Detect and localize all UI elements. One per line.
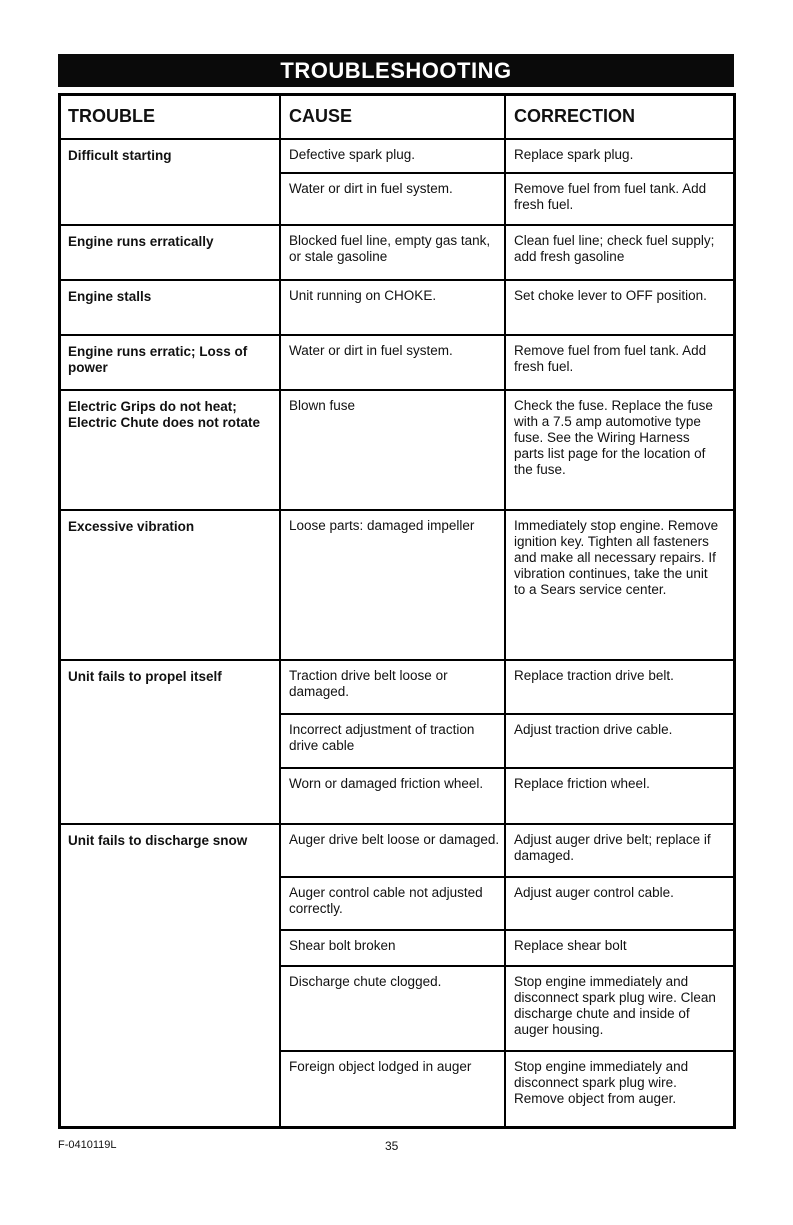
cause-text: Loose parts: damaged impeller [289,518,475,533]
trouble-label: Engine runs erratically [68,234,214,249]
correction-text: Replace traction drive belt. [514,668,674,683]
cause-correction-pair [281,391,733,509]
cause-correction-pair [281,281,733,334]
table-header-row [61,96,733,140]
trouble-row-excessive-vibration [61,511,733,661]
header-trouble: TROUBLE [68,106,155,126]
cause-text: Defective spark plug. [289,147,416,162]
correction-text: Clean fuel line; check fuel supply; add fresh gasoline [514,233,715,264]
header-cause: CAUSE [289,106,353,126]
cause-text: Unit running on CHOKE. [289,288,437,303]
correction-text: Replace shear bolt [514,938,627,953]
troubleshooting-table [58,93,736,1129]
document-code: F-0410119L [58,1139,117,1151]
trouble-label: Unit fails to propel itself [68,669,222,684]
cause-correction-pair [281,140,733,174]
trouble-row-electric-grips [61,391,733,511]
trouble-label: Excessive vibration [68,519,195,534]
cause-correction-pair [281,878,733,931]
cause-correction-pair [281,931,733,967]
header-correction: CORRECTION [514,106,635,126]
cause-text: Blocked fuel line, empty gas tank, or stale gasoline [289,233,491,264]
cause-text: Auger drive belt loose or damaged. [289,832,500,847]
correction-text: Adjust traction drive cable. [514,722,673,737]
column-divider-correction [504,96,506,1126]
cause-correction-pair [281,769,733,823]
cause-text: Worn or damaged friction wheel. [289,776,484,791]
correction-text: Stop engine immediately and disconnect spark plug wire. Clean discharge chute and inside of auger housing. [514,974,716,1037]
correction-text: Adjust auger control cable. [514,885,674,900]
trouble-label: Engine stalls [68,289,152,304]
cause-text: Incorrect adjustment of traction drive cable [289,722,475,753]
cause-text: Water or dirt in fuel system. [289,343,453,358]
trouble-row-fails-to-discharge [61,825,733,1126]
trouble-row-loss-of-power [61,336,733,391]
cause-text: Discharge chute clogged. [289,974,442,989]
correction-text: Replace spark plug. [514,147,634,162]
column-divider-cause [279,96,281,1126]
correction-text: Check the fuse. Replace the fuse with a 7.5 amp automotive type fuse. See the Wiring Harness parts list page for the location of the fuse. [514,398,713,477]
cause-correction-pair [281,336,733,389]
trouble-label: Engine runs erratic; Loss of power [68,344,248,375]
cause-text: Traction drive belt loose or damaged. [289,668,448,699]
trouble-label: Electric Grips do not heat; Electric Chute does not rotate [68,399,261,430]
cause-correction-pair [281,511,733,659]
cause-correction-pair [281,661,733,715]
correction-text: Remove fuel from fuel tank. Add fresh fuel. [514,181,707,212]
correction-text: Replace friction wheel. [514,776,650,791]
trouble-row-difficult-starting [61,140,733,226]
trouble-row-engine-runs-erratically [61,226,733,281]
page-number: 35 [385,1139,399,1153]
trouble-row-engine-stalls [61,281,733,336]
cause-correction-pair [281,226,733,279]
trouble-label: Difficult starting [68,148,172,163]
correction-text: Immediately stop engine. Remove ignition key. Tighten all fasteners and make all necessary repairs. If vibration continues, take the unit to a Sears service center. [514,518,719,597]
trouble-label: Unit fails to discharge snow [68,833,248,848]
cause-text: Water or dirt in fuel system. [289,181,453,196]
cause-correction-pair [281,174,733,224]
correction-text: Remove fuel from fuel tank. Add fresh fuel. [514,343,707,374]
cause-correction-pair [281,715,733,769]
trouble-row-fails-to-propel [61,661,733,825]
cause-text: Shear bolt broken [289,938,396,953]
cause-text: Blown fuse [289,398,356,413]
cause-correction-pair [281,825,733,878]
cause-text: Foreign object lodged in auger [289,1059,472,1074]
cause-text: Auger control cable not adjusted correctly. [289,885,483,916]
cause-correction-pair [281,1052,733,1126]
correction-text: Stop engine immediately and disconnect spark plug wire. Remove object from auger. [514,1059,689,1106]
cause-correction-pair [281,967,733,1052]
page-title: TROUBLESHOOTING [58,54,734,87]
correction-text: Adjust auger drive belt; replace if damaged. [514,832,711,863]
correction-text: Set choke lever to OFF position. [514,288,707,303]
